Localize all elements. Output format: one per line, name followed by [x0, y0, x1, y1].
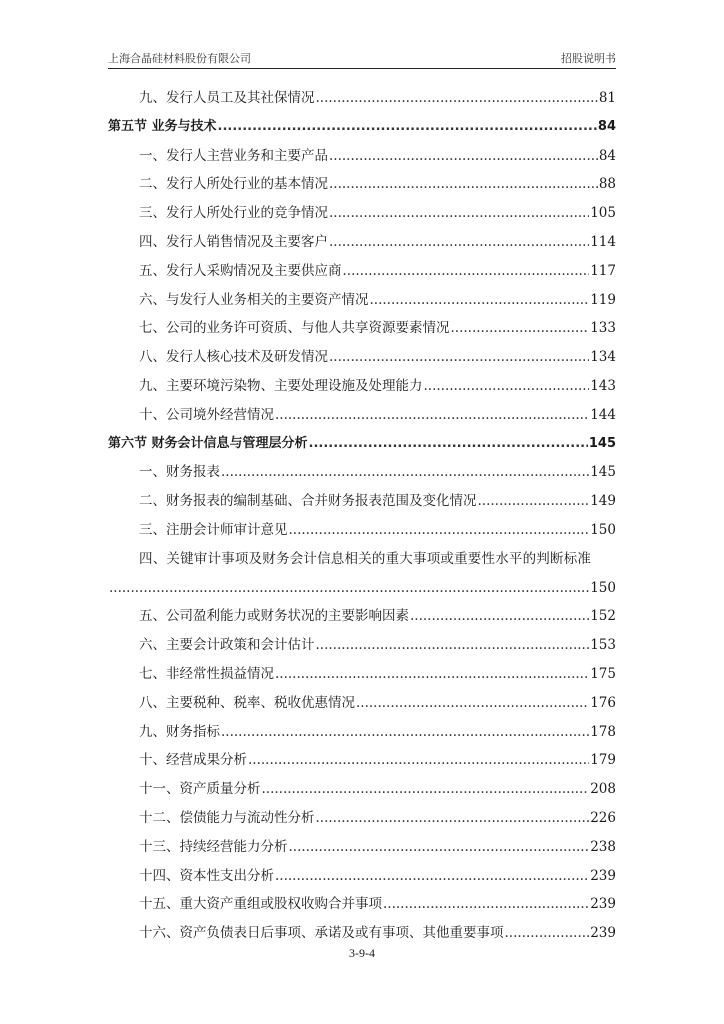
- toc-entry[interactable]: [108, 631, 616, 660]
- toc-entry[interactable]: [108, 602, 616, 631]
- toc-page-number: 175: [590, 665, 616, 682]
- toc-page-number: 152: [590, 608, 616, 625]
- toc-leader-dots: [370, 286, 590, 315]
- toc-entry[interactable]: [108, 170, 616, 199]
- header-rule: [108, 68, 616, 69]
- toc-entry-title: 二、财务报表的编制基础、合并财务报表范围及变化情况: [139, 493, 477, 510]
- toc-entry-title: 十一、资产质量分析: [139, 781, 261, 798]
- toc-leader-dots: [329, 142, 598, 171]
- toc-entry[interactable]: [108, 804, 616, 833]
- toc-entry-title: 八、发行人核心技术及研发情况: [139, 349, 328, 366]
- toc-leader-dots: [275, 862, 589, 891]
- toc-entry[interactable]: [108, 257, 616, 286]
- toc-section-entry[interactable]: [108, 113, 616, 142]
- toc-entry[interactable]: [108, 833, 616, 862]
- toc-entry-title: 七、公司的业务许可资质、与他人共享资源要素情况: [139, 320, 450, 337]
- page-number: 3-9-4: [349, 946, 375, 960]
- toc-entry[interactable]: [108, 401, 616, 430]
- toc-page-number: 144: [590, 406, 616, 423]
- toc-leader-dots: [383, 890, 589, 919]
- toc-entry-title: 十、公司境外经营情况: [139, 406, 274, 423]
- toc-entry[interactable]: [108, 372, 616, 401]
- toc-entry-continuation[interactable]: [108, 574, 616, 603]
- toc-entry[interactable]: [108, 689, 616, 718]
- toc-entry-title: 十、经营成果分析: [139, 752, 247, 769]
- toc-entry[interactable]: [108, 718, 616, 747]
- toc-leader-dots: [329, 343, 589, 372]
- toc-entry-title: 九、发行人员工及其社保情况: [139, 90, 315, 106]
- toc-leader-dots: [275, 660, 589, 689]
- toc-entry-title: 四、发行人销售情况及主要客户: [139, 233, 328, 250]
- page-header: [108, 50, 616, 68]
- toc-page-number: 239: [590, 867, 616, 884]
- toc-page-number: 119: [590, 291, 616, 308]
- toc-entry-title: 三、注册会计师审计意见: [139, 521, 288, 538]
- toc-leader-dots: [451, 314, 590, 343]
- toc-leader-dots: [221, 458, 589, 487]
- toc-page-number: 179: [590, 752, 616, 769]
- toc-entry-title: 十四、资本性支出分析: [139, 867, 274, 884]
- toc-page-number: 239: [590, 896, 616, 913]
- toc-leader-dots: [289, 833, 590, 862]
- toc-entry[interactable]: [108, 487, 616, 516]
- toc-page-number: 81: [598, 90, 616, 106]
- toc-entry[interactable]: [108, 343, 616, 372]
- toc-entry[interactable]: [108, 775, 616, 804]
- toc-page-number: 84: [598, 147, 616, 164]
- toc-page-number: 150: [590, 521, 616, 538]
- toc-entry-title: 五、公司盈利能力或财务状况的主要影响因素: [139, 608, 409, 625]
- toc-page-number: 117: [590, 262, 616, 279]
- toc-page-number: 84: [597, 118, 616, 134]
- toc-page-number: 208: [590, 781, 616, 798]
- toc-page-number: 178: [590, 723, 616, 740]
- toc-entry-title: 十六、资产负债表日后事项、承诺及或有事项、其他重要事项: [139, 925, 504, 942]
- toc-entry[interactable]: [108, 228, 616, 257]
- toc-entry[interactable]: [108, 142, 616, 171]
- toc-entry[interactable]: [108, 890, 616, 919]
- toc-page-number: 238: [590, 838, 616, 855]
- toc-entry-title: 第六节 财务会计信息与管理层分析: [108, 435, 308, 451]
- toc-entry-title: 十五、重大资产重组或股权收购合并事项: [139, 896, 382, 913]
- toc-leader-dots: [275, 401, 589, 430]
- toc-leader-dots: [329, 228, 589, 257]
- toc-leader-dots: [221, 718, 589, 747]
- toc-page-number: 88: [598, 176, 616, 193]
- toc-leader-dots: [410, 602, 589, 631]
- toc-entry[interactable]: [108, 84, 616, 113]
- toc-leader-dots: [109, 574, 589, 603]
- toc-entry-title: 第五节 业务与技术: [108, 118, 217, 134]
- header-company: 上海合晶硅材料股份有限公司: [108, 52, 251, 65]
- toc-entry-title: 七、非经常性损益情况: [139, 665, 274, 682]
- toc-entry-title: 三、发行人所处行业的竞争情况: [139, 205, 328, 222]
- toc-page-number: 226: [590, 809, 616, 826]
- toc-entry-title: 二、发行人所处行业的基本情况: [139, 176, 328, 193]
- toc-leader-dots: [262, 775, 590, 804]
- toc-leader-dots: [478, 487, 590, 516]
- toc-page-number: 143: [590, 377, 616, 394]
- toc-leader-dots: [248, 746, 589, 775]
- toc-page-number: 239: [590, 925, 616, 942]
- toc-entry-title: 六、与发行人业务相关的主要资产情况: [139, 291, 369, 308]
- toc-page-number: 149: [590, 493, 616, 510]
- toc-entry-title: 一、发行人主营业务和主要产品: [139, 147, 328, 164]
- toc-entry[interactable]: [108, 458, 616, 487]
- table-of-contents: [108, 84, 616, 948]
- toc-entry-title: 六、主要会计政策和会计估计: [139, 637, 315, 654]
- toc-entry[interactable]: [108, 919, 616, 948]
- toc-entry-title: 十二、偿债能力与流动性分析: [139, 809, 315, 826]
- toc-leader-dots: [329, 170, 598, 199]
- toc-entry[interactable]: [108, 862, 616, 891]
- toc-page-number: 105: [590, 205, 616, 222]
- toc-leader-dots: [289, 516, 590, 545]
- toc-page-number: 114: [590, 233, 616, 250]
- toc-page-number: 134: [590, 349, 616, 366]
- toc-entry-title: 十三、持续经营能力分析: [139, 838, 288, 855]
- toc-page-number: 145: [588, 435, 616, 451]
- toc-entry[interactable]: [108, 199, 616, 228]
- toc-page-number: 150: [590, 579, 616, 596]
- toc-entry[interactable]: [108, 516, 616, 545]
- toc-entry-title: 九、主要环境污染物、主要处理设施及处理能力: [139, 377, 423, 394]
- toc-leader-dots: [356, 689, 589, 718]
- toc-leader-dots: [343, 257, 590, 286]
- header-doc-type: 招股说明书: [561, 52, 616, 65]
- toc-page-number: 176: [590, 694, 616, 711]
- toc-page-number: 153: [590, 637, 616, 654]
- toc-section-entry[interactable]: [108, 430, 616, 459]
- toc-entry-title: 一、财务报表: [139, 464, 220, 481]
- toc-entry[interactable]: [108, 660, 616, 689]
- toc-leader-dots: [309, 430, 588, 459]
- toc-leader-dots: [424, 372, 590, 401]
- toc-leader-dots: [218, 113, 597, 142]
- toc-leader-dots: [316, 84, 598, 113]
- toc-page-number: 145: [590, 464, 616, 481]
- toc-entry-title: 八、主要税种、税率、税收优惠情况: [139, 694, 355, 711]
- toc-entry[interactable]: [108, 746, 616, 775]
- toc-page-number: 133: [590, 320, 616, 337]
- toc-entry[interactable]: [108, 314, 616, 343]
- toc-entry[interactable]: [108, 286, 616, 315]
- toc-leader-dots: [316, 804, 590, 833]
- toc-leader-dots: [316, 631, 590, 660]
- toc-leader-dots: [329, 199, 589, 228]
- toc-entry-title: 五、发行人采购情况及主要供应商: [139, 262, 342, 279]
- toc-entry-wrapped[interactable]: [108, 545, 616, 574]
- toc-leader-dots: [505, 919, 590, 948]
- toc-entry-title: 九、财务指标: [139, 723, 220, 740]
- toc-entry-title: 四、关键审计事项及财务会计信息相关的重大事项或重要性水平的判断标准: [139, 550, 592, 567]
